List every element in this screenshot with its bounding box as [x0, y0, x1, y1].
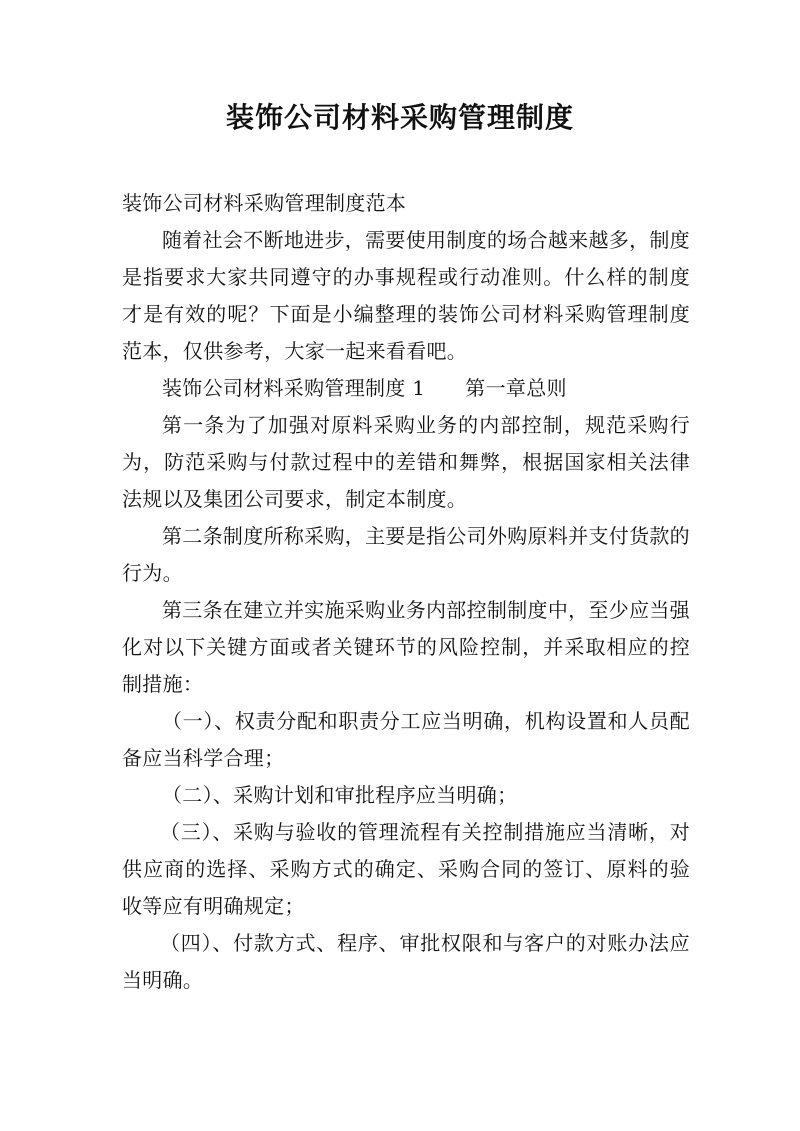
clause-4-paragraph: （四）、付款方式、程序、审批权限和与客户的对账办法应当明确。 — [122, 931, 690, 992]
section-heading: 装饰公司材料采购管理制度 1 — [162, 376, 426, 400]
article-3-paragraph: 第三条在建立并实施采购业务内部控制制度中，至少应当强化对以下关键方面或者关键环节的风险控制，并采取相应的控制措施： — [122, 598, 690, 696]
document-body — [122, 185, 690, 999]
article-1-paragraph: 第一条为了加强对原料采购业务的内部控制，规范采购行为，防范采购与付款过程中的差错和舞弊，根据国家相关法律法规以及集团公司要求，制定本制度。 — [122, 413, 690, 511]
section-heading-line — [122, 370, 690, 407]
chapter-heading: 第一章总则 — [465, 376, 567, 400]
clause-1-paragraph: （一）、权责分配和职责分工应当明确，机构设置和人员配备应当科学合理； — [122, 709, 690, 770]
article-2-paragraph: 第二条制度所称采购，主要是指公司外购原料并支付货款的行为。 — [122, 524, 690, 585]
clause-3-paragraph: （三）、采购与验收的管理流程有关控制措施应当清晰，对供应商的选择、采购方式的确定、采购合同的签订、原料的验收等应有明确规定； — [122, 820, 690, 918]
document-subtitle: 装饰公司材料采购管理制度范本 — [122, 191, 407, 215]
clause-2-paragraph: （二）、采购计划和审批程序应当明确； — [162, 783, 518, 807]
document-title: 装饰公司材料采购管理制度 — [225, 101, 574, 134]
intro-paragraph: 随着社会不断地进步，需要使用制度的场合越来越多，制度是指要求大家共同遵守的办事规程或行动准则。什么样的制度才是有效的呢？下面是小编整理的装饰公司材料采购管理制度范本，仅供参考，大家一起来看看吧。 — [122, 228, 690, 363]
